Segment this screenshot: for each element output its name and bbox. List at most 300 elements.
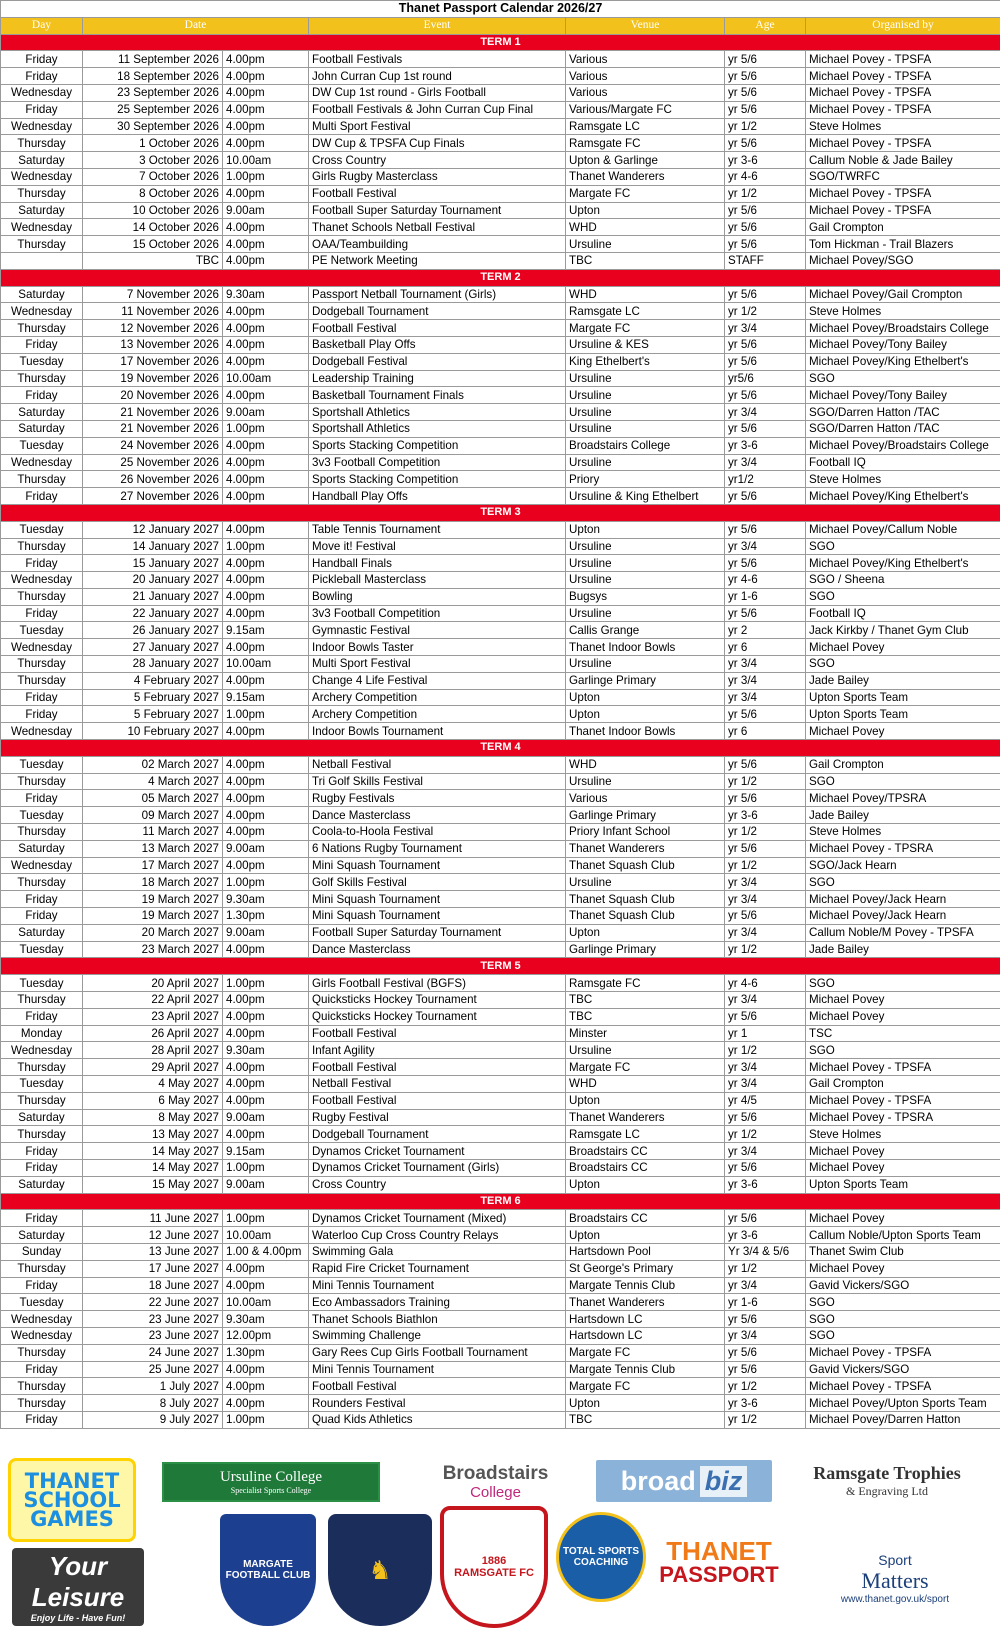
- cell-time: 1.00pm: [223, 1159, 309, 1176]
- table-row: [1, 152, 1000, 169]
- cell-event: Table Tennis Tournament: [309, 521, 566, 538]
- cell-date: 4 February 2027: [83, 672, 223, 689]
- cell-event: Bowling: [309, 588, 566, 605]
- cell-organiser: Michael Povey: [806, 639, 1000, 656]
- cell-date: 7 November 2026: [83, 286, 223, 303]
- cell-organiser: Michael Povey - TPSFA: [806, 1092, 1000, 1109]
- header-event: Event: [309, 17, 566, 34]
- cell-date: 18 March 2027: [83, 874, 223, 891]
- cell-event: Dodgeball Tournament: [309, 303, 566, 320]
- cell-event: Pickleball Masterclass: [309, 572, 566, 589]
- cell-venue: Various: [566, 51, 725, 68]
- header-day: Day: [1, 17, 83, 34]
- cell-date: 8 May 2027: [83, 1109, 223, 1126]
- cell-event: Football Festival: [309, 1025, 566, 1042]
- cell-organiser: SGO/Darren Hatton /TAC: [806, 420, 1000, 437]
- cell-event: Gary Rees Cup Girls Football Tournament: [309, 1344, 566, 1361]
- cell-age: yr 5/6: [725, 908, 806, 925]
- cell-day: Wednesday: [1, 857, 83, 874]
- cell-date: 23 September 2026: [83, 84, 223, 101]
- cell-event: Handball Play Offs: [309, 488, 566, 505]
- cell-date: 4 May 2027: [83, 1076, 223, 1093]
- cell-day: Friday: [1, 790, 83, 807]
- cell-time: 1.00pm: [223, 706, 309, 723]
- cell-date: 10 February 2027: [83, 723, 223, 740]
- cell-event: Handball Finals: [309, 555, 566, 572]
- cell-time: 4.00pm: [223, 68, 309, 85]
- cell-age: yr 5/6: [725, 286, 806, 303]
- cell-age: yr 5/6: [725, 488, 806, 505]
- cell-time: 4.00pm: [223, 387, 309, 404]
- cell-day: Wednesday: [1, 84, 83, 101]
- table-row: [1, 68, 1000, 85]
- cell-event: Sports Stacking Competition: [309, 471, 566, 488]
- cell-age: yr 5/6: [725, 1210, 806, 1227]
- cell-time: 4.00pm: [223, 1076, 309, 1093]
- cell-venue: Broadstairs CC: [566, 1210, 725, 1227]
- term-header-row: [1, 269, 1000, 286]
- cell-event: Cross Country: [309, 1176, 566, 1193]
- header-age: Age: [725, 17, 806, 34]
- cell-organiser: Michael Povey: [806, 1159, 1000, 1176]
- cell-venue: Ramsgate FC: [566, 975, 725, 992]
- cell-organiser: Jade Bailey: [806, 941, 1000, 958]
- cell-day: Friday: [1, 891, 83, 908]
- cell-age: yr 1/2: [725, 824, 806, 841]
- table-row: [1, 488, 1000, 505]
- cell-age: yr 5/6: [725, 605, 806, 622]
- cell-time: 9.15am: [223, 622, 309, 639]
- cell-organiser: Michael Povey - TPSFA: [806, 84, 1000, 101]
- table-row: [1, 1411, 1000, 1428]
- table-row: [1, 975, 1000, 992]
- cell-venue: Thanet Wanderers: [566, 840, 725, 857]
- cell-date: 9 July 2027: [83, 1411, 223, 1428]
- cell-venue: Hartsdown LC: [566, 1327, 725, 1344]
- cell-date: 11 March 2027: [83, 824, 223, 841]
- cell-day: Thursday: [1, 874, 83, 891]
- cell-venue: Ursuline: [566, 572, 725, 589]
- broadstairs-college-logo: [413, 1460, 578, 1506]
- cell-day: Friday: [1, 336, 83, 353]
- cell-event: Mini Tennis Tournament: [309, 1277, 566, 1294]
- cell-venue: Priory Infant School: [566, 824, 725, 841]
- cell-date: 17 March 2027: [83, 857, 223, 874]
- cell-day: Friday: [1, 1277, 83, 1294]
- cell-event: 3v3 Football Competition: [309, 454, 566, 471]
- cell-age: yr 5/6: [725, 135, 806, 152]
- cell-venue: Thanet Squash Club: [566, 857, 725, 874]
- cell-day: Thursday: [1, 1092, 83, 1109]
- cell-time: 4.00pm: [223, 101, 309, 118]
- cell-venue: Thanet Wanderers: [566, 1109, 725, 1126]
- cell-day: Thursday: [1, 320, 83, 337]
- term-header-row: [1, 504, 1000, 521]
- cell-date: 23 March 2027: [83, 941, 223, 958]
- cell-organiser: Gail Crompton: [806, 1076, 1000, 1093]
- table-row: [1, 437, 1000, 454]
- cell-time: 4.00pm: [223, 1395, 309, 1412]
- cell-venue: Ursuline & KES: [566, 336, 725, 353]
- cell-organiser: Michael Povey: [806, 992, 1000, 1009]
- cell-event: Dodgeball Tournament: [309, 1126, 566, 1143]
- cell-organiser: Steve Holmes: [806, 303, 1000, 320]
- cell-time: 4.00pm: [223, 1126, 309, 1143]
- table-row: [1, 639, 1000, 656]
- cell-date: 17 November 2026: [83, 353, 223, 370]
- cell-organiser: Michael Povey - TPSFA: [806, 51, 1000, 68]
- cell-age: yr 3/4: [725, 992, 806, 1009]
- cell-age: yr 4/5: [725, 1092, 806, 1109]
- cell-date: 11 November 2026: [83, 303, 223, 320]
- table-row: [1, 101, 1000, 118]
- cell-venue: Thanet Wanderers: [566, 1294, 725, 1311]
- cell-organiser: Michael Povey/Broadstairs College: [806, 437, 1000, 454]
- table-row: [1, 1210, 1000, 1227]
- cell-day: Thursday: [1, 824, 83, 841]
- cell-date: 3 October 2026: [83, 152, 223, 169]
- cell-age: yr 5/6: [725, 219, 806, 236]
- cell-venue: Upton: [566, 1395, 725, 1412]
- cell-venue: Ursuline: [566, 387, 725, 404]
- cell-event: Mini Squash Tournament: [309, 857, 566, 874]
- table-row: [1, 723, 1000, 740]
- cell-day: Friday: [1, 605, 83, 622]
- table-row: [1, 706, 1000, 723]
- cell-organiser: Tom Hickman - Trail Blazers: [806, 236, 1000, 253]
- cell-age: yr 5/6: [725, 521, 806, 538]
- cell-venue: Upton: [566, 706, 725, 723]
- cell-time: 12.00pm: [223, 1327, 309, 1344]
- cell-day: [1, 252, 83, 269]
- cell-day: Thursday: [1, 135, 83, 152]
- cell-event: Change 4 Life Festival: [309, 672, 566, 689]
- cell-venue: Margate Tennis Club: [566, 1361, 725, 1378]
- cell-time: 4.00pm: [223, 824, 309, 841]
- cell-organiser: Michael Povey/Callum Noble: [806, 521, 1000, 538]
- cell-event: Dance Masterclass: [309, 807, 566, 824]
- cell-organiser: Michael Povey: [806, 1260, 1000, 1277]
- cell-day: Wednesday: [1, 723, 83, 740]
- table-row: [1, 1327, 1000, 1344]
- cell-date: 10 October 2026: [83, 202, 223, 219]
- table-row: [1, 1159, 1000, 1176]
- cell-time: 4.00pm: [223, 639, 309, 656]
- cell-age: yr 6: [725, 723, 806, 740]
- table-row: [1, 135, 1000, 152]
- cell-venue: Thanet Indoor Bowls: [566, 639, 725, 656]
- cell-age: yr 5/6: [725, 51, 806, 68]
- term-header-row: [1, 34, 1000, 51]
- cell-date: 22 April 2027: [83, 992, 223, 1009]
- cell-time: 4.00pm: [223, 572, 309, 589]
- cell-venue: Broadstairs CC: [566, 1159, 725, 1176]
- cell-event: 3v3 Football Competition: [309, 605, 566, 622]
- cell-organiser: Upton Sports Team: [806, 689, 1000, 706]
- cell-day: Thursday: [1, 471, 83, 488]
- cell-organiser: SGO: [806, 874, 1000, 891]
- cell-date: 02 March 2027: [83, 756, 223, 773]
- cell-venue: Margate FC: [566, 1344, 725, 1361]
- cell-venue: Various/Margate FC: [566, 101, 725, 118]
- cell-age: yr 1/2: [725, 303, 806, 320]
- cell-organiser: Michael Povey/Jack Hearn: [806, 891, 1000, 908]
- table-row: [1, 252, 1000, 269]
- table-row: [1, 622, 1000, 639]
- cell-age: yr 5/6: [725, 1008, 806, 1025]
- cell-venue: Margate FC: [566, 185, 725, 202]
- cell-organiser: SGO: [806, 1327, 1000, 1344]
- cell-venue: Ursuline: [566, 1042, 725, 1059]
- cell-organiser: Michael Povey/Broadstairs College: [806, 320, 1000, 337]
- cell-event: OAA/Teambuilding: [309, 236, 566, 253]
- cell-age: yr 3/4: [725, 1277, 806, 1294]
- cell-organiser: Gavid Vickers/SGO: [806, 1361, 1000, 1378]
- cell-age: yr 5/6: [725, 236, 806, 253]
- cell-organiser: Jade Bailey: [806, 807, 1000, 824]
- table-row: [1, 1294, 1000, 1311]
- cell-organiser: Michael Povey/Tony Bailey: [806, 336, 1000, 353]
- cell-age: yr 1/2: [725, 1126, 806, 1143]
- cell-time: 4.00pm: [223, 135, 309, 152]
- sport-matters-a: Sport: [878, 1551, 912, 1568]
- cell-time: 9.00am: [223, 202, 309, 219]
- table-row: [1, 1277, 1000, 1294]
- cell-time: 10.00am: [223, 370, 309, 387]
- ramsgate-trophies-sub: & Engraving Ltd: [846, 1484, 928, 1498]
- cell-event: Football Festival: [309, 1059, 566, 1076]
- cell-date: 15 January 2027: [83, 555, 223, 572]
- cell-day: Friday: [1, 1159, 83, 1176]
- cell-venue: Upton: [566, 689, 725, 706]
- cell-age: yr 1/2: [725, 857, 806, 874]
- cell-event: Quicksticks Hockey Tournament: [309, 1008, 566, 1025]
- ramsgate-trophies-name: Ramsgate Trophies: [813, 1463, 961, 1483]
- ursuline-tagline: Specialist Sports College: [230, 1486, 312, 1495]
- cell-age: yr 3-6: [725, 152, 806, 169]
- cell-time: 4.00pm: [223, 488, 309, 505]
- cell-day: Thursday: [1, 1378, 83, 1395]
- cell-event: Dodgeball Festival: [309, 353, 566, 370]
- cell-time: 4.00pm: [223, 219, 309, 236]
- cell-age: yr 5/6: [725, 84, 806, 101]
- cell-event: Sportshall Athletics: [309, 404, 566, 421]
- cell-age: yr 3/4: [725, 924, 806, 941]
- table-row: [1, 303, 1000, 320]
- term-header-row: [1, 1193, 1000, 1210]
- cell-time: 4.00pm: [223, 1008, 309, 1025]
- cell-age: yr 1/2: [725, 773, 806, 790]
- cell-time: 9.15am: [223, 1143, 309, 1160]
- table-row: [1, 202, 1000, 219]
- table-row: [1, 1025, 1000, 1042]
- cell-time: 4.00pm: [223, 992, 309, 1009]
- cell-date: 25 September 2026: [83, 101, 223, 118]
- cell-time: 4.00pm: [223, 1378, 309, 1395]
- cell-organiser: Upton Sports Team: [806, 1176, 1000, 1193]
- cell-time: 4.00pm: [223, 756, 309, 773]
- table-row: [1, 454, 1000, 471]
- cell-date: 6 May 2027: [83, 1092, 223, 1109]
- cell-date: 19 November 2026: [83, 370, 223, 387]
- cell-day: Wednesday: [1, 1042, 83, 1059]
- cell-day: Saturday: [1, 286, 83, 303]
- cell-venue: TBC: [566, 252, 725, 269]
- cell-age: yr 3-6: [725, 1395, 806, 1412]
- cell-organiser: Callum Noble/M Povey - TPSFA: [806, 924, 1000, 941]
- cell-date: 21 November 2026: [83, 420, 223, 437]
- cell-day: Wednesday: [1, 1327, 83, 1344]
- cell-age: yr 5/6: [725, 1361, 806, 1378]
- cell-organiser: Michael Povey/Tony Bailey: [806, 387, 1000, 404]
- cell-time: 1.30pm: [223, 908, 309, 925]
- cell-event: PE Network Meeting: [309, 252, 566, 269]
- cell-venue: Upton: [566, 1092, 725, 1109]
- table-row: [1, 286, 1000, 303]
- cell-day: Tuesday: [1, 1076, 83, 1093]
- cell-event: Mini Tennis Tournament: [309, 1361, 566, 1378]
- sponsor-logos: [0, 1440, 1000, 1636]
- table-row: [1, 1042, 1000, 1059]
- cell-date: 11 June 2027: [83, 1210, 223, 1227]
- cell-organiser: SGO: [806, 773, 1000, 790]
- table-row: [1, 908, 1000, 925]
- cell-date: 21 November 2026: [83, 404, 223, 421]
- cell-event: Thanet Schools Biathlon: [309, 1311, 566, 1328]
- cell-organiser: Michael Povey - TPSRA: [806, 1109, 1000, 1126]
- cell-organiser: Gail Crompton: [806, 756, 1000, 773]
- cell-venue: Various: [566, 68, 725, 85]
- cell-time: 1.00pm: [223, 420, 309, 437]
- cell-day: Friday: [1, 1008, 83, 1025]
- cell-time: 4.00pm: [223, 605, 309, 622]
- cell-age: yr 5/6: [725, 101, 806, 118]
- cell-organiser: Michael Povey - TPSFA: [806, 68, 1000, 85]
- table-row: [1, 1243, 1000, 1260]
- cell-time: 4.00pm: [223, 471, 309, 488]
- term-label: TERM 1: [1, 34, 1000, 51]
- cell-time: 4.00pm: [223, 555, 309, 572]
- cell-event: Gymnastic Festival: [309, 622, 566, 639]
- cell-organiser: Michael Povey: [806, 1008, 1000, 1025]
- cell-time: 4.00pm: [223, 185, 309, 202]
- cell-venue: Hartsdown LC: [566, 1311, 725, 1328]
- cell-age: yr 5/6: [725, 756, 806, 773]
- cell-time: 4.00pm: [223, 118, 309, 135]
- kent-crest-logo: ♞: [328, 1514, 432, 1626]
- table-row: [1, 353, 1000, 370]
- table-row: [1, 1008, 1000, 1025]
- cell-venue: Upton: [566, 521, 725, 538]
- cell-venue: Ursuline: [566, 370, 725, 387]
- cell-date: 28 April 2027: [83, 1042, 223, 1059]
- cell-day: Sunday: [1, 1243, 83, 1260]
- cell-date: 05 March 2027: [83, 790, 223, 807]
- cell-age: yr 6: [725, 639, 806, 656]
- cell-time: 4.00pm: [223, 1092, 309, 1109]
- cell-time: 4.00pm: [223, 773, 309, 790]
- cell-event: Multi Sport Festival: [309, 656, 566, 673]
- cell-venue: WHD: [566, 219, 725, 236]
- cell-age: yr 3-6: [725, 1227, 806, 1244]
- cell-date: 26 November 2026: [83, 471, 223, 488]
- cell-venue: Ursuline: [566, 236, 725, 253]
- table-row: [1, 1092, 1000, 1109]
- cell-event: Thanet Schools Netball Festival: [309, 219, 566, 236]
- table-row: [1, 1395, 1000, 1412]
- cell-venue: Priory: [566, 471, 725, 488]
- cell-age: yr 4-6: [725, 168, 806, 185]
- cell-age: yr 5/6: [725, 68, 806, 85]
- table-row: [1, 605, 1000, 622]
- cell-date: 26 April 2027: [83, 1025, 223, 1042]
- cell-day: Wednesday: [1, 118, 83, 135]
- cell-date: 29 April 2027: [83, 1059, 223, 1076]
- cell-time: 9.30am: [223, 891, 309, 908]
- cell-date: 09 March 2027: [83, 807, 223, 824]
- cell-age: yr 5/6: [725, 202, 806, 219]
- cell-day: Thursday: [1, 370, 83, 387]
- cell-day: Friday: [1, 68, 83, 85]
- cell-venue: Minster: [566, 1025, 725, 1042]
- cell-venue: WHD: [566, 286, 725, 303]
- cell-day: Saturday: [1, 1176, 83, 1193]
- cell-venue: Margate FC: [566, 1059, 725, 1076]
- cell-age: yr 3/4: [725, 1059, 806, 1076]
- cell-event: Quicksticks Hockey Tournament: [309, 992, 566, 1009]
- cell-event: Football Super Saturday Tournament: [309, 202, 566, 219]
- cell-day: Friday: [1, 1411, 83, 1428]
- cell-age: yr 5/6: [725, 706, 806, 723]
- cell-venue: TBC: [566, 1411, 725, 1428]
- table-row: [1, 824, 1000, 841]
- cell-event: John Curran Cup 1st round: [309, 68, 566, 85]
- cell-date: 13 November 2026: [83, 336, 223, 353]
- cell-venue: Various: [566, 84, 725, 101]
- cell-time: 4.00pm: [223, 1277, 309, 1294]
- cell-venue: Ramsgate LC: [566, 1126, 725, 1143]
- cell-age: yr 1/2: [725, 1042, 806, 1059]
- cell-time: 4.00pm: [223, 857, 309, 874]
- cell-date: 18 June 2027: [83, 1277, 223, 1294]
- cell-day: Thursday: [1, 538, 83, 555]
- cell-age: yr 5/6: [725, 1311, 806, 1328]
- cell-venue: Ursuline: [566, 773, 725, 790]
- cell-event: Dynamos Cricket Tournament (Mixed): [309, 1210, 566, 1227]
- cell-date: 19 March 2027: [83, 891, 223, 908]
- cell-venue: Garlinge Primary: [566, 807, 725, 824]
- cell-day: Saturday: [1, 420, 83, 437]
- cell-venue: WHD: [566, 1076, 725, 1093]
- cell-event: Girls Rugby Masterclass: [309, 168, 566, 185]
- cell-event: Basketball Play Offs: [309, 336, 566, 353]
- cell-venue: Ursuline: [566, 454, 725, 471]
- cell-organiser: Michael Povey/Gail Crompton: [806, 286, 1000, 303]
- cell-event: Cross Country: [309, 152, 566, 169]
- cell-day: Friday: [1, 1143, 83, 1160]
- cell-event: Quad Kids Athletics: [309, 1411, 566, 1428]
- table-row: [1, 219, 1000, 236]
- cell-organiser: Michael Povey/King Ethelbert's: [806, 555, 1000, 572]
- table-row: [1, 84, 1000, 101]
- cell-time: 4.00pm: [223, 84, 309, 101]
- cell-time: 9.00am: [223, 924, 309, 941]
- term-label: TERM 4: [1, 740, 1000, 757]
- broadbiz-logo: [596, 1460, 772, 1502]
- table-row: [1, 555, 1000, 572]
- cell-age: yr 3-6: [725, 807, 806, 824]
- cell-organiser: Jack Kirkby / Thanet Gym Club: [806, 622, 1000, 639]
